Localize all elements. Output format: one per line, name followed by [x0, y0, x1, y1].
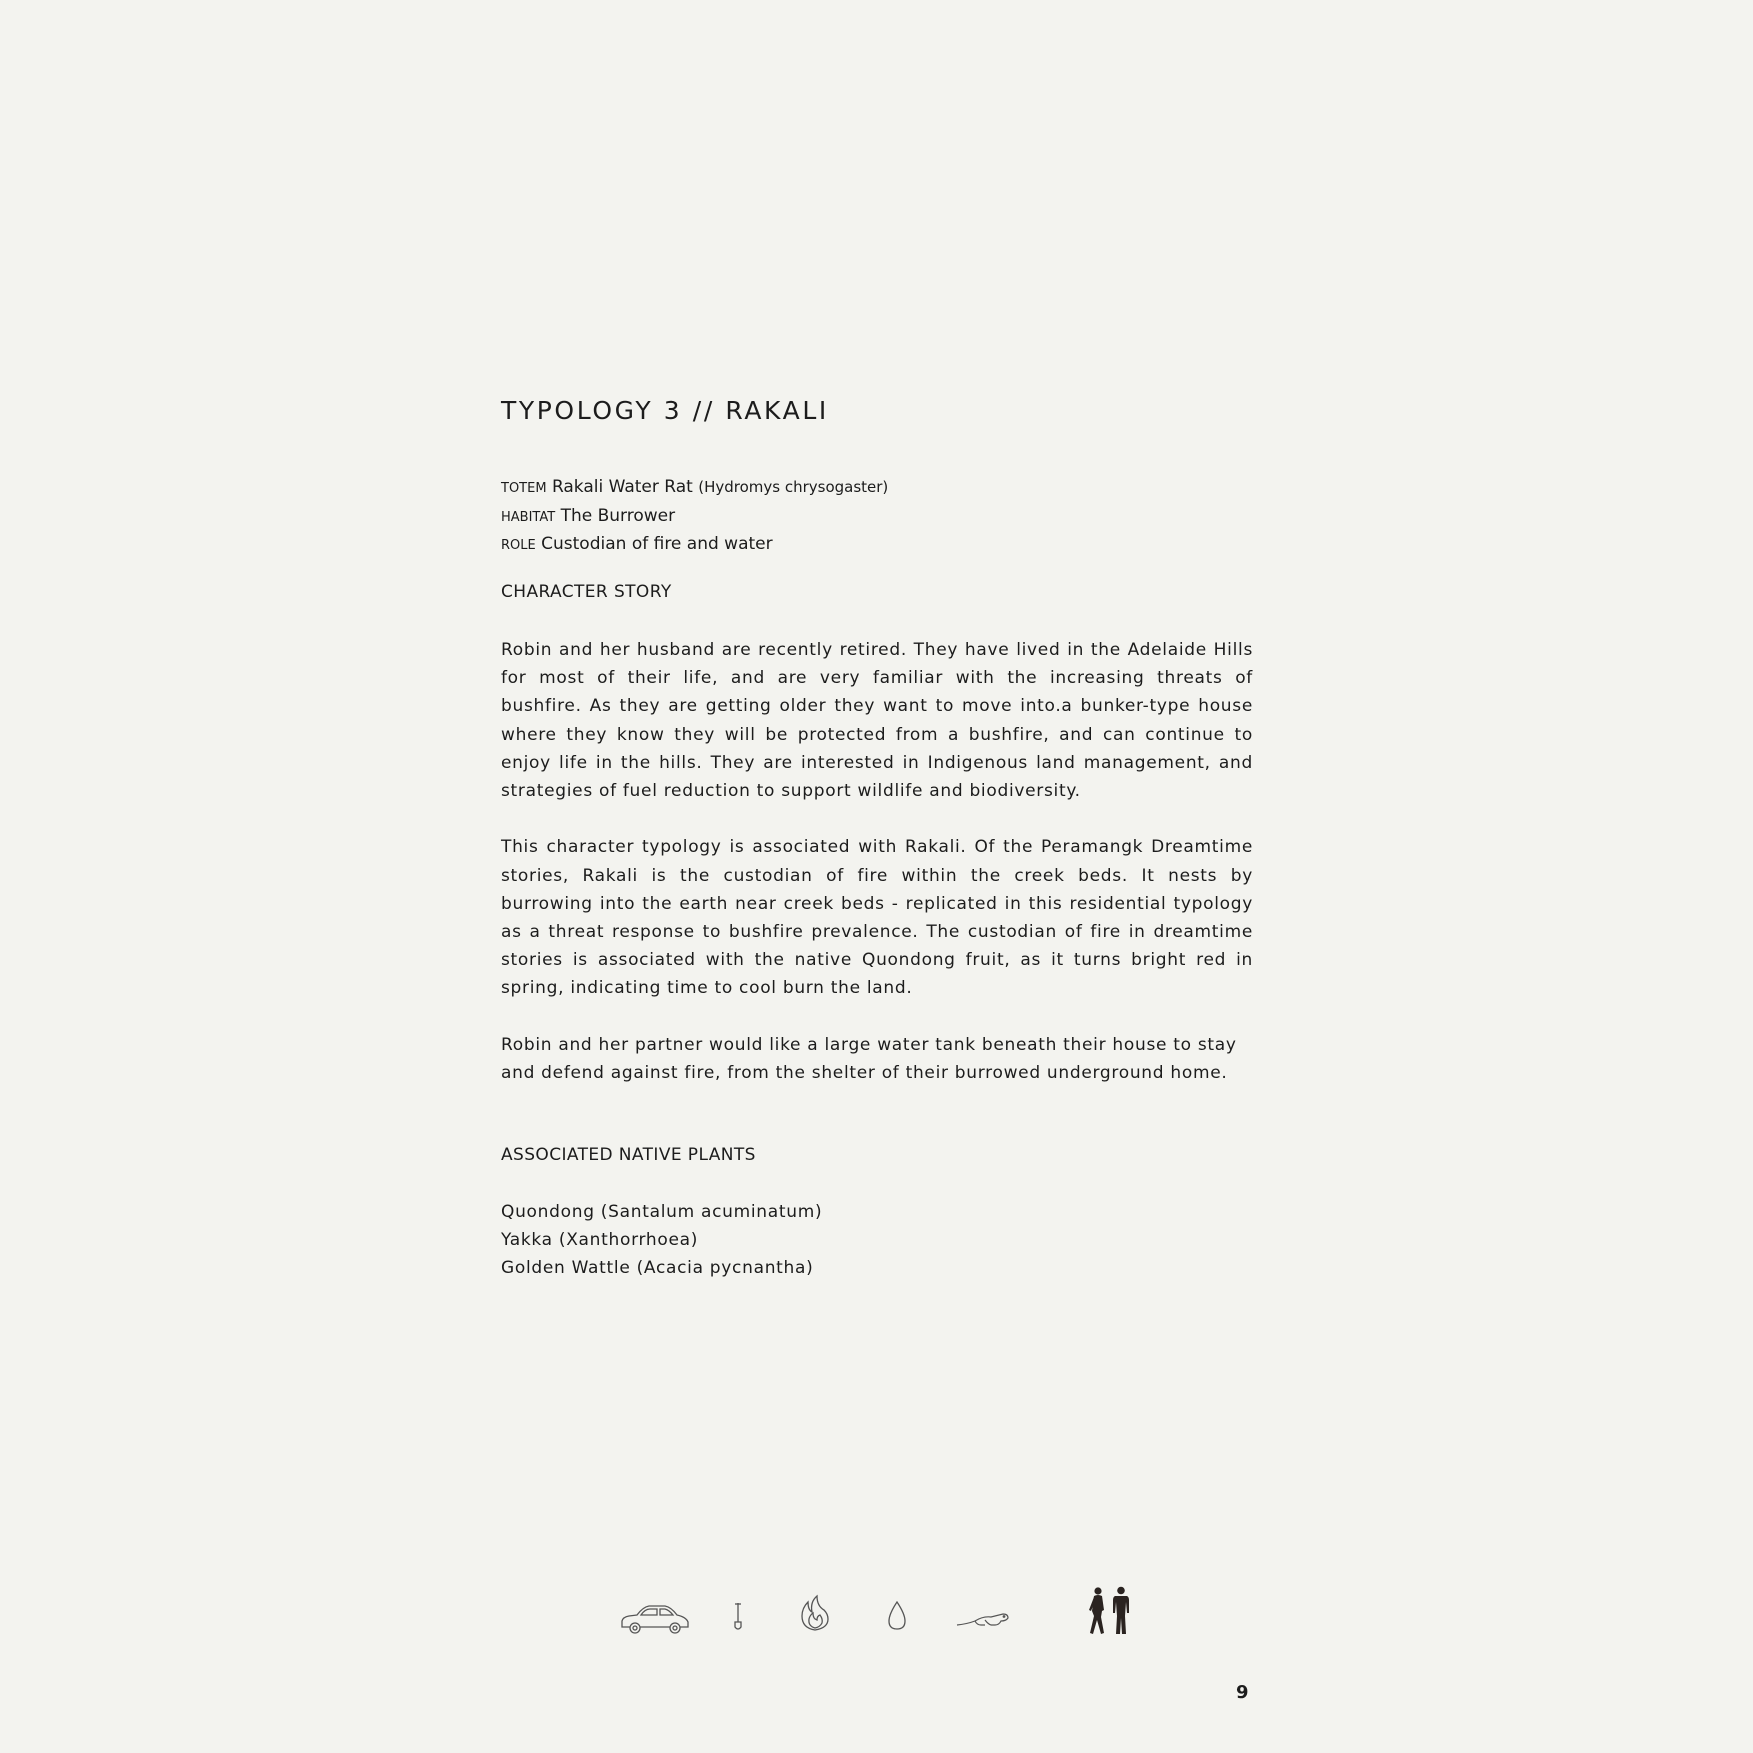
fire-icon — [798, 1594, 832, 1632]
totem-row — [501, 474, 888, 503]
role-row — [501, 531, 888, 560]
rakali-icon — [955, 1606, 1011, 1630]
habitat-key: HABITAT — [501, 509, 556, 525]
story-paragraph: Robin and her partner would like a large water tank beneath their house to stay and defend against fire, from the shelter of their burrowed underground home. — [501, 1034, 1237, 1084]
page-number: 9 — [1236, 1682, 1249, 1703]
page-title: TYPOLOGY 3 // RAKALI — [501, 396, 829, 425]
native-plants-heading: ASSOCIATED NATIVE PLANTS — [501, 1145, 756, 1165]
native-plants-list — [501, 1198, 822, 1283]
role-key: ROLE — [501, 538, 536, 553]
plant-item: Quondong (Santalum acuminatum) — [501, 1202, 823, 1222]
role-value: Custodian of fire and water — [541, 534, 773, 554]
character-story — [501, 636, 1253, 1115]
totem-value: Rakali Water Rat — [551, 477, 693, 497]
car-icon — [619, 1600, 691, 1636]
shovel-icon — [729, 1602, 747, 1632]
habitat-row — [501, 503, 888, 532]
story-paragraph: This character typology is associated with Rakali. Of the Peramangk Dreamtime stories, Rakali is the custodian of fire within the creek beds. It nests by burrowing into the earth near creek beds - replicated in this residential typology as a threat response to bushfire prevalence. The custodian of fire in dreamtime stories is associated with the native Quondong fruit, as it turns bright red in spring, indicating time to cool burn the land. — [501, 837, 1253, 999]
habitat-value: The Burrower — [560, 505, 676, 526]
plant-item: Golden Wattle (Acacia pycnantha) — [501, 1258, 814, 1279]
water-drop-icon — [885, 1600, 909, 1632]
plant-item: Yakka (Xanthorrhoea) — [501, 1230, 699, 1251]
totem-key: TOTEM — [501, 481, 547, 496]
character-story-heading: CHARACTER STORY — [501, 582, 672, 602]
typology-meta — [501, 474, 888, 560]
totem-scientific-name: (Hydromys chrysogaster) — [698, 478, 889, 496]
story-paragraph: Robin and her husband are recently retired. They have lived in the Adelaide Hills for most of their life, and are very familiar with the increasing threats of bushfire. As they are getting older they want to move into.a bunker-type house where they know they will be protected from a bushfire, and can continue to enjoy life in the hills. They are interested in Indigenous land management, and strategies of fuel reduction to support wildlife and biodiversity. — [501, 640, 1253, 802]
couple-icon — [1086, 1586, 1134, 1636]
